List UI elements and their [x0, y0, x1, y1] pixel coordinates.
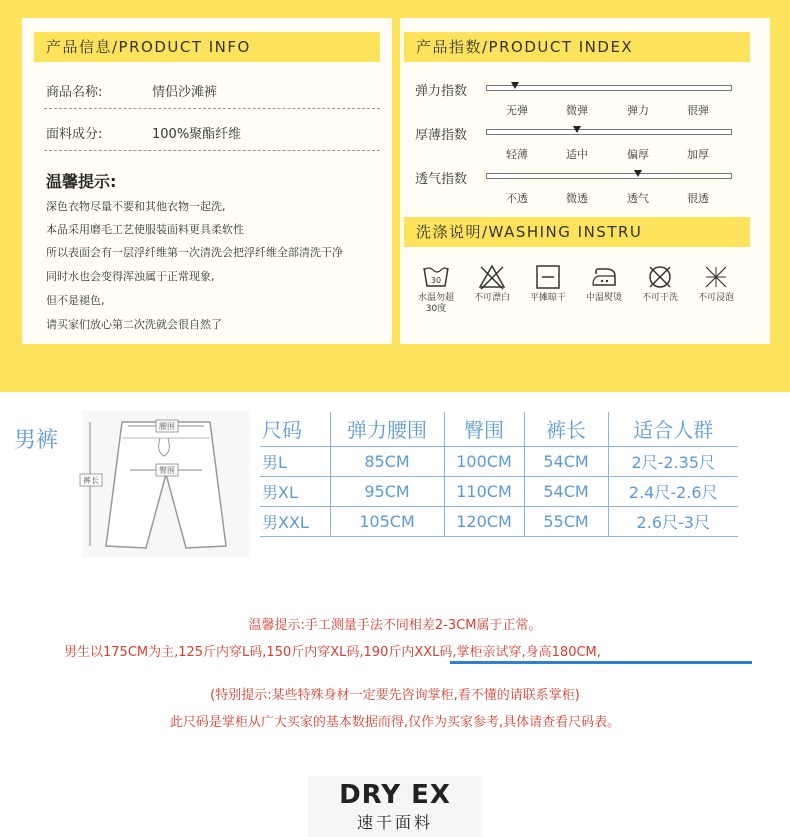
wash-item: [632, 264, 688, 304]
thickness-scale: [486, 129, 732, 135]
breathability-marker: [634, 170, 642, 177]
table-cell: 105CM: [330, 506, 444, 536]
index-option: 很弹: [687, 104, 709, 117]
table-cell: 2尺-2.35尺: [608, 446, 738, 476]
tips-title: 温馨提示:: [46, 172, 117, 191]
index-option: 很透: [687, 192, 709, 205]
column-header: 弹力腰围: [330, 412, 444, 446]
column-header: 尺码: [260, 412, 330, 446]
table-cell: 95CM: [330, 476, 444, 506]
thickness-label: 厚薄指数: [415, 128, 468, 143]
highlight-underline: [450, 661, 752, 664]
table-cell: 2.6尺-3尺: [608, 506, 738, 536]
breathability-scale: [486, 173, 732, 179]
wash-temp-badge: 30: [430, 276, 442, 285]
wash-label: 不可干洗: [641, 293, 678, 303]
hip-label: 臀围: [159, 466, 175, 475]
wash-item: [520, 264, 576, 304]
brand-name: DRY EX: [339, 780, 451, 810]
index-option: 不透: [506, 192, 528, 205]
size-table: [260, 412, 738, 537]
column-header: 适合人群: [608, 412, 738, 446]
table-cell: 85CM: [330, 446, 444, 476]
fabric-value: 100%聚酯纤维: [152, 127, 242, 142]
measure-note: 温馨提示:手工测量手法不同相差2-3CM属于正常。: [248, 618, 542, 633]
table-cell: 55CM: [524, 506, 608, 536]
divider: [44, 150, 380, 151]
wash-item: [464, 264, 520, 304]
wash-label: 不可漂白: [473, 293, 510, 303]
wash-item: [576, 264, 632, 304]
table-row: [260, 506, 738, 536]
index-option: 适中: [566, 148, 588, 161]
wash-item: [408, 264, 464, 315]
tip-line: 深色衣物尽量不要和其他衣物一起洗,: [46, 200, 226, 213]
index-option: 偏厚: [627, 148, 649, 161]
tip-line: 请买家们放心第二次洗就会很自然了: [46, 318, 222, 331]
table-cell: 120CM: [444, 506, 524, 536]
brand-banner: [308, 776, 482, 837]
product-index-header: 产品指数/PRODUCT INDEX: [404, 32, 750, 62]
iron-medium-icon: [590, 264, 618, 290]
fabric-label: 面料成分:: [46, 127, 103, 142]
index-option: 弹力: [627, 104, 649, 117]
product-info-header: 产品信息/PRODUCT INFO: [34, 32, 380, 62]
index-option: 微透: [566, 192, 588, 205]
table-cell: 110CM: [444, 476, 524, 506]
tip-line: 但不是褪色,: [46, 294, 105, 307]
elasticity-marker: [511, 82, 519, 89]
size-table-header: [260, 412, 738, 446]
index-option: 轻薄: [506, 148, 528, 161]
wash-label: 平摊晾干: [529, 293, 566, 303]
table-cell: 2.4尺-2.6尺: [608, 476, 738, 506]
product-info-card: [22, 18, 392, 344]
thickness-marker: [573, 126, 581, 133]
special-note: (特别提示:某些特殊身材一定要先咨询掌柜,看不懂的请联系掌柜): [210, 688, 580, 703]
table-cell: 54CM: [524, 476, 608, 506]
product-name-label: 商品名称:: [46, 85, 103, 100]
waist-label: 腰围: [159, 422, 175, 431]
table-cell: 54CM: [524, 446, 608, 476]
column-header: 裤长: [524, 412, 608, 446]
table-row: [260, 476, 738, 506]
elasticity-scale: [486, 85, 732, 91]
washing-header: 洗涤说明/WASHING INSTRU: [404, 217, 750, 247]
product-index-card: [400, 18, 770, 344]
tip-line: 所以表面会有一层浮纤维第一次清洗会把浮纤维全部清洗干净: [46, 246, 343, 259]
men-pants-title: 男裤: [14, 428, 59, 453]
index-option: 微弹: [566, 104, 588, 117]
table-row: [260, 446, 738, 476]
table-cell: 100CM: [444, 446, 524, 476]
index-option: 无弹: [506, 104, 528, 117]
wash-label: 不可浸泡: [697, 293, 734, 303]
wash-30-icon: [422, 264, 450, 290]
wash-label: 水温勿超 30度: [417, 293, 454, 314]
no-bleach-icon: [478, 264, 506, 290]
pants-diagram: [78, 408, 254, 560]
flat-dry-icon: [534, 264, 562, 290]
info-section: [0, 0, 790, 392]
wash-label: 中温熨烫: [585, 293, 622, 303]
breathability-label: 透气指数: [415, 172, 468, 187]
index-option: 加厚: [687, 148, 709, 161]
wave-divider: [0, 352, 790, 396]
no-dry-clean-icon: [646, 264, 674, 290]
elasticity-label: 弹力指数: [415, 84, 468, 99]
product-name-value: 情侣沙滩裤: [152, 85, 218, 100]
fit-note: 男生以175CM为主,125斤内穿L码,150斤内穿XL码,190斤内XXL码,掌柜亲试穿,身高180CM,: [64, 645, 601, 660]
table-cell: 男L: [260, 446, 330, 476]
tip-line: 同时水也会变得浑浊属于正常现象,: [46, 270, 215, 283]
tip-line: 本品采用磨毛工艺使服装面料更具柔软性: [46, 223, 244, 236]
column-header: 臀围: [444, 412, 524, 446]
length-label: 裤长: [83, 476, 99, 485]
no-soak-icon: [702, 264, 730, 290]
brand-subtitle: 速干面料: [356, 813, 433, 832]
wash-item: [688, 264, 744, 304]
table-cell: 男XL: [260, 476, 330, 506]
index-option: 透气: [627, 192, 649, 205]
table-cell: 男XXL: [260, 506, 330, 536]
divider: [44, 108, 380, 109]
disclaimer-note: 此尺码是掌柜从广大买家的基本数据而得,仅作为买家参考,具体请查看尺码表。: [169, 715, 621, 730]
